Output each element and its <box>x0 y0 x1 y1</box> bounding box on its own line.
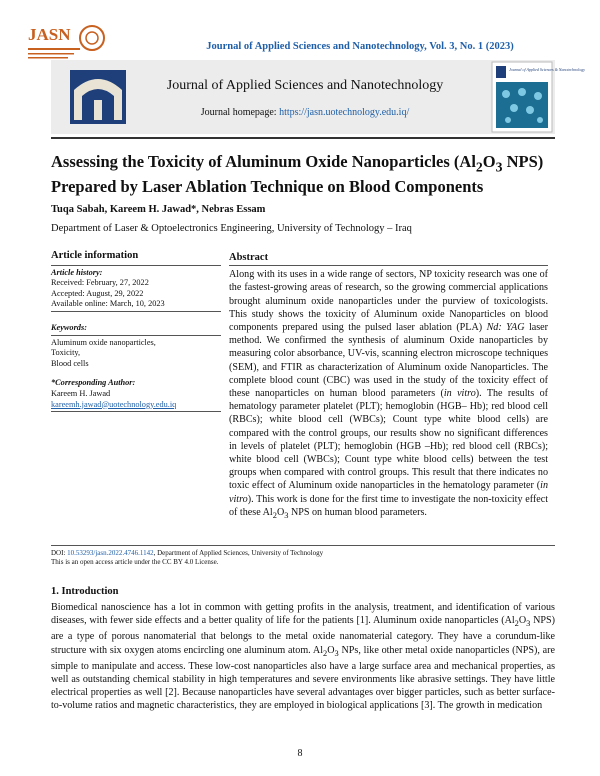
introduction-text: Biomedical nanoscience has a lot in common with getting profits in the analysis, treatment, and identification of various diseases, with fewer side effects and a better quality of life for the patients [1]. Aluminum oxide nanoparticles ($Al_2O_3$ NPS) are a type of porous nanomaterial that belongs to the metal oxide nanomaterial category. They have a corundum-like structure with six oxygen atoms encircling one aluminum atom. $Al_2O_3$ NPs, like other metal oxide nanoparticles (NPS), are simple to manipulate and access. These low-cost nanoparticles also have a large surface area and mechanical properties, as well as outstanding chemical stability in high temperatures and severe environments like abrasive settings. They have little electrical properties as well [2]. Because nanoparticles have several advantages over bigger particles, such as better surface-to-volume ratios and magnetic characteristics, they are employed in biological applications [3]. The growth in medication <box>51 602 555 712</box>
corresponding-email-link[interactable]: kareemh.jawad@uotechnology.edu.iq <box>51 399 177 409</box>
university-emblem-icon <box>60 64 136 130</box>
corresponding-label: *Corresponding Author: <box>51 378 136 388</box>
license-line: This is an open access article under the CC BY 4.0 License. <box>51 558 219 566</box>
abstract-divider <box>229 265 548 266</box>
corresponding-name: Kareem H. Jawad <box>51 388 111 398</box>
online-date: Available online: March, 10, 2023 <box>51 299 165 309</box>
accepted-date: Accepted: August, 29, 2022 <box>51 288 144 298</box>
keyword-item: Aluminum oxide nanoparticles, <box>51 337 156 347</box>
keyword-item: Toxicity, <box>51 348 81 358</box>
introduction-heading: 1. Introduction <box>51 586 119 597</box>
abstract <box>229 251 548 522</box>
article-info-heading: Article information <box>51 250 139 261</box>
journal-cover-image <box>492 62 586 132</box>
banner-journal-title: Journal of Applied Sciences and Nanotechnology <box>166 78 444 93</box>
history-label: Article history: <box>51 267 103 277</box>
received-date: Received: February, 27, 2022 <box>51 278 149 288</box>
homepage-link[interactable]: https://jasn.uotechnology.edu.iq/ <box>279 107 410 118</box>
info-divider <box>51 335 221 336</box>
doi-line: DOI: 10.53293/jasn.2022.4746.1142, Department of Applied Sciences, University of Technology <box>51 549 324 557</box>
abstract-heading: Abstract <box>229 252 269 263</box>
article-information <box>51 251 221 414</box>
doi-block <box>51 549 555 567</box>
header-divider <box>51 137 555 139</box>
doi-link[interactable]: 10.53293/jasn.2022.4746.1142 <box>67 549 154 557</box>
journal-homepage <box>140 107 470 118</box>
page-number: 8 <box>297 748 303 759</box>
homepage-label: Journal homepage: <box>200 107 280 118</box>
info-divider <box>51 265 221 266</box>
abstract-bottom-divider <box>51 545 555 546</box>
cover-title: Journal of Applied Sciences & Nanotechnology <box>509 67 586 72</box>
info-divider <box>51 411 221 412</box>
article-title: Assessing the Toxicity of Aluminum Oxide Nanoparticles ($Al_2O_3$ NPS) Prepared by Laser Ablation Technique on Blood Components <box>51 152 544 197</box>
journal-citation-line: Journal of Applied Sciences and Nanotechnology, Vol. 3, No. 1 (2023) <box>206 41 514 52</box>
keywords-label: Keywords: <box>51 322 87 332</box>
abstract-text: Along with its uses in a wide range of sectors, NP toxicity research was one of the fastest-growing areas of research, so the growing commercial applications brought aluminum oxide nanoparticles under the purview of toxicologists. This study shows the toxicity of Aluminum oxide Nanoparticles on blood components prepared using the pulsed laser ablation (PLA) Nd: YAG laser method. We confirmed the synthesis of aluminum Oxide nanoparticles by measuring color absorbance, UV-vis, scanning electron microscope techniques (SEM), and FTIR as characterization of Aluminum oxide Nanoparticles. The complete blood count (CBC) was used in the study of the toxicity effect of these nanoparticles on human blood parameters (in vitro). The results of hematology parameter platelet (PLT); hemoglobin (HGB– Hb); red blood cell (RBCs); white blood cell (WBCs); Count type white blood cells) are compared with the control groups, our results show no significant differences in levels of platelet (PLT); hemoglobin (HGB –Hb); red blood cell (RBCs); white blood cell (WBCs); Count type white blood cells) between the test groups when compared with control groups. This result that there indicates no toxic effect of Aluminum oxide nanoparticles in the hematology parameter (in vitro). This work is done for the first time to investigate the non-toxicity effect of these $Al_2O_3$ NPS on human blood parameters. <box>229 269 549 520</box>
article-authors: Tuqa Sabah, Kareem H. Jawad*, Nebras Essam <box>51 204 266 215</box>
keyword-item: Blood cells <box>51 358 89 368</box>
logo-text: JASN <box>28 25 71 44</box>
info-divider <box>51 311 221 312</box>
author-affiliation: Department of Laser & Optoelectronics Engineering, University of Technology – Iraq <box>51 223 412 234</box>
